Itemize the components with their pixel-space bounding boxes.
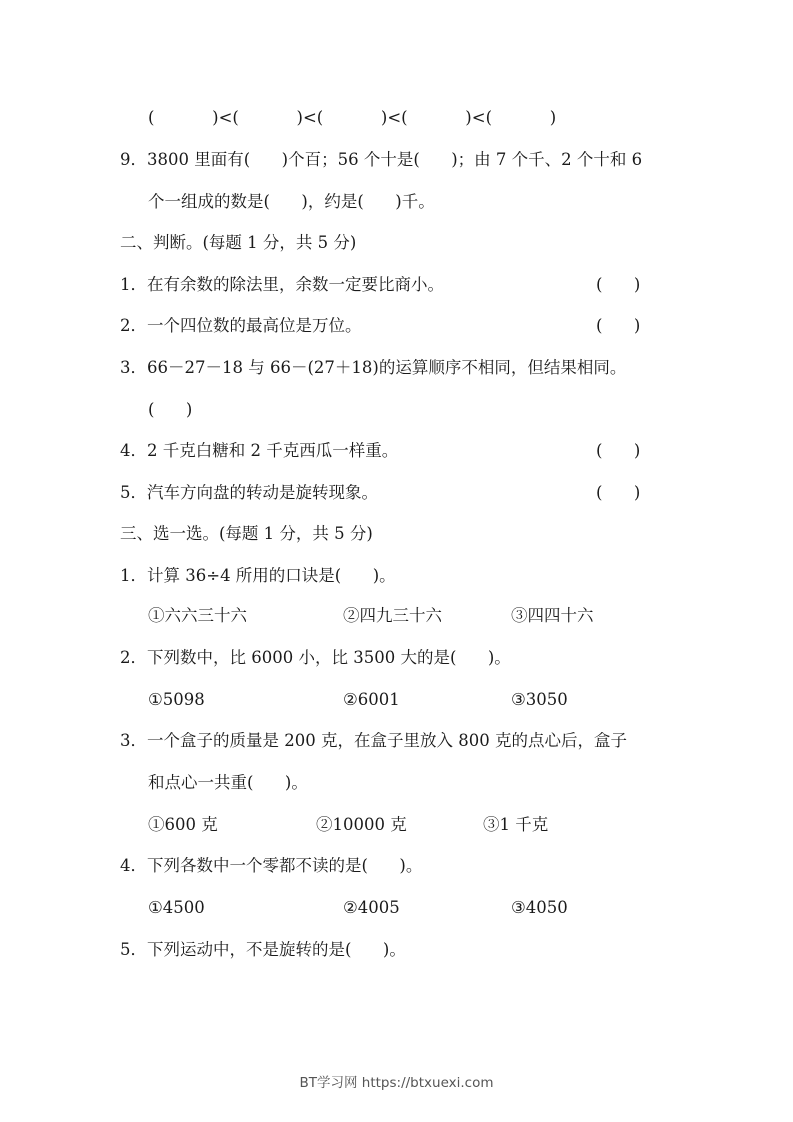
choice-1-option-3[interactable]: ③四四十六 bbox=[511, 606, 594, 625]
choice-3-option-2[interactable]: ②10000 克 bbox=[316, 815, 407, 834]
judge-item-2: 2．一个四位数的最高位是万位。 bbox=[120, 316, 362, 335]
question-9-line2: 个一组成的数是( )，约是( )千。 bbox=[148, 192, 435, 211]
choice-2-option-3[interactable]: ③3050 bbox=[511, 690, 568, 709]
choice-1-option-2[interactable]: ②四九三十六 bbox=[343, 606, 442, 625]
choice-1-stem: 1．计算 36÷4 所用的口诀是( )。 bbox=[120, 566, 396, 585]
judge-answer-5[interactable]: ( ) bbox=[596, 483, 641, 502]
choice-2-stem: 2．下列数中，比 6000 小，比 3500 大的是( )。 bbox=[120, 648, 511, 667]
judge-answer-2[interactable]: ( ) bbox=[596, 316, 641, 335]
choice-4-option-1[interactable]: ①4500 bbox=[148, 898, 205, 917]
judge-item-5: 5．汽车方向盘的转动是旋转现象。 bbox=[120, 483, 378, 502]
judge-item-1: 1．在有余数的除法里，余数一定要比商小。 bbox=[120, 275, 444, 294]
judge-item-4: 4．2 千克白糖和 2 千克西瓜一样重。 bbox=[120, 441, 399, 460]
section-2-heading: 二、判断。(每题 1 分，共 5 分) bbox=[120, 233, 357, 252]
footer-watermark: BT学习网 https://btxuexi.com bbox=[299, 1075, 494, 1091]
judge-item-3: 3．66－27－18 与 66－(27＋18)的运算顺序不相同，但结果相同。 bbox=[120, 358, 627, 377]
choice-4-stem: 4．下列各数中一个零都不读的是( )。 bbox=[120, 856, 423, 875]
choice-3-option-3[interactable]: ③1 千克 bbox=[483, 815, 549, 834]
question-9-line1: 9．3800 里面有( )个百；56 个十是( )；由 7 个千、2 个十和 6 bbox=[120, 150, 643, 169]
choice-3-stem-line2: 和点心一共重( )。 bbox=[148, 773, 308, 792]
choice-2-option-2[interactable]: ②6001 bbox=[343, 690, 400, 709]
ordering-blanks: ( )<( )<( )<( )<( ) bbox=[148, 108, 557, 127]
choice-3-option-1[interactable]: ①600 克 bbox=[148, 815, 218, 834]
section-3-heading: 三、选一选。(每题 1 分，共 5 分) bbox=[120, 524, 373, 543]
judge-answer-1[interactable]: ( ) bbox=[596, 275, 641, 294]
choice-1-option-1[interactable]: ①六六三十六 bbox=[148, 606, 247, 625]
choice-3-stem-line1: 3．一个盒子的质量是 200 克，在盒子里放入 800 克的点心后，盒子 bbox=[120, 731, 627, 750]
choice-4-option-2[interactable]: ②4005 bbox=[343, 898, 400, 917]
judge-answer-4[interactable]: ( ) bbox=[596, 441, 641, 460]
choice-5-stem: 5．下列运动中，不是旋转的是( )。 bbox=[120, 940, 406, 959]
choice-4-option-3[interactable]: ③4050 bbox=[511, 898, 568, 917]
choice-2-option-1[interactable]: ①5098 bbox=[148, 690, 205, 709]
judge-answer-3[interactable]: ( ) bbox=[148, 400, 193, 419]
